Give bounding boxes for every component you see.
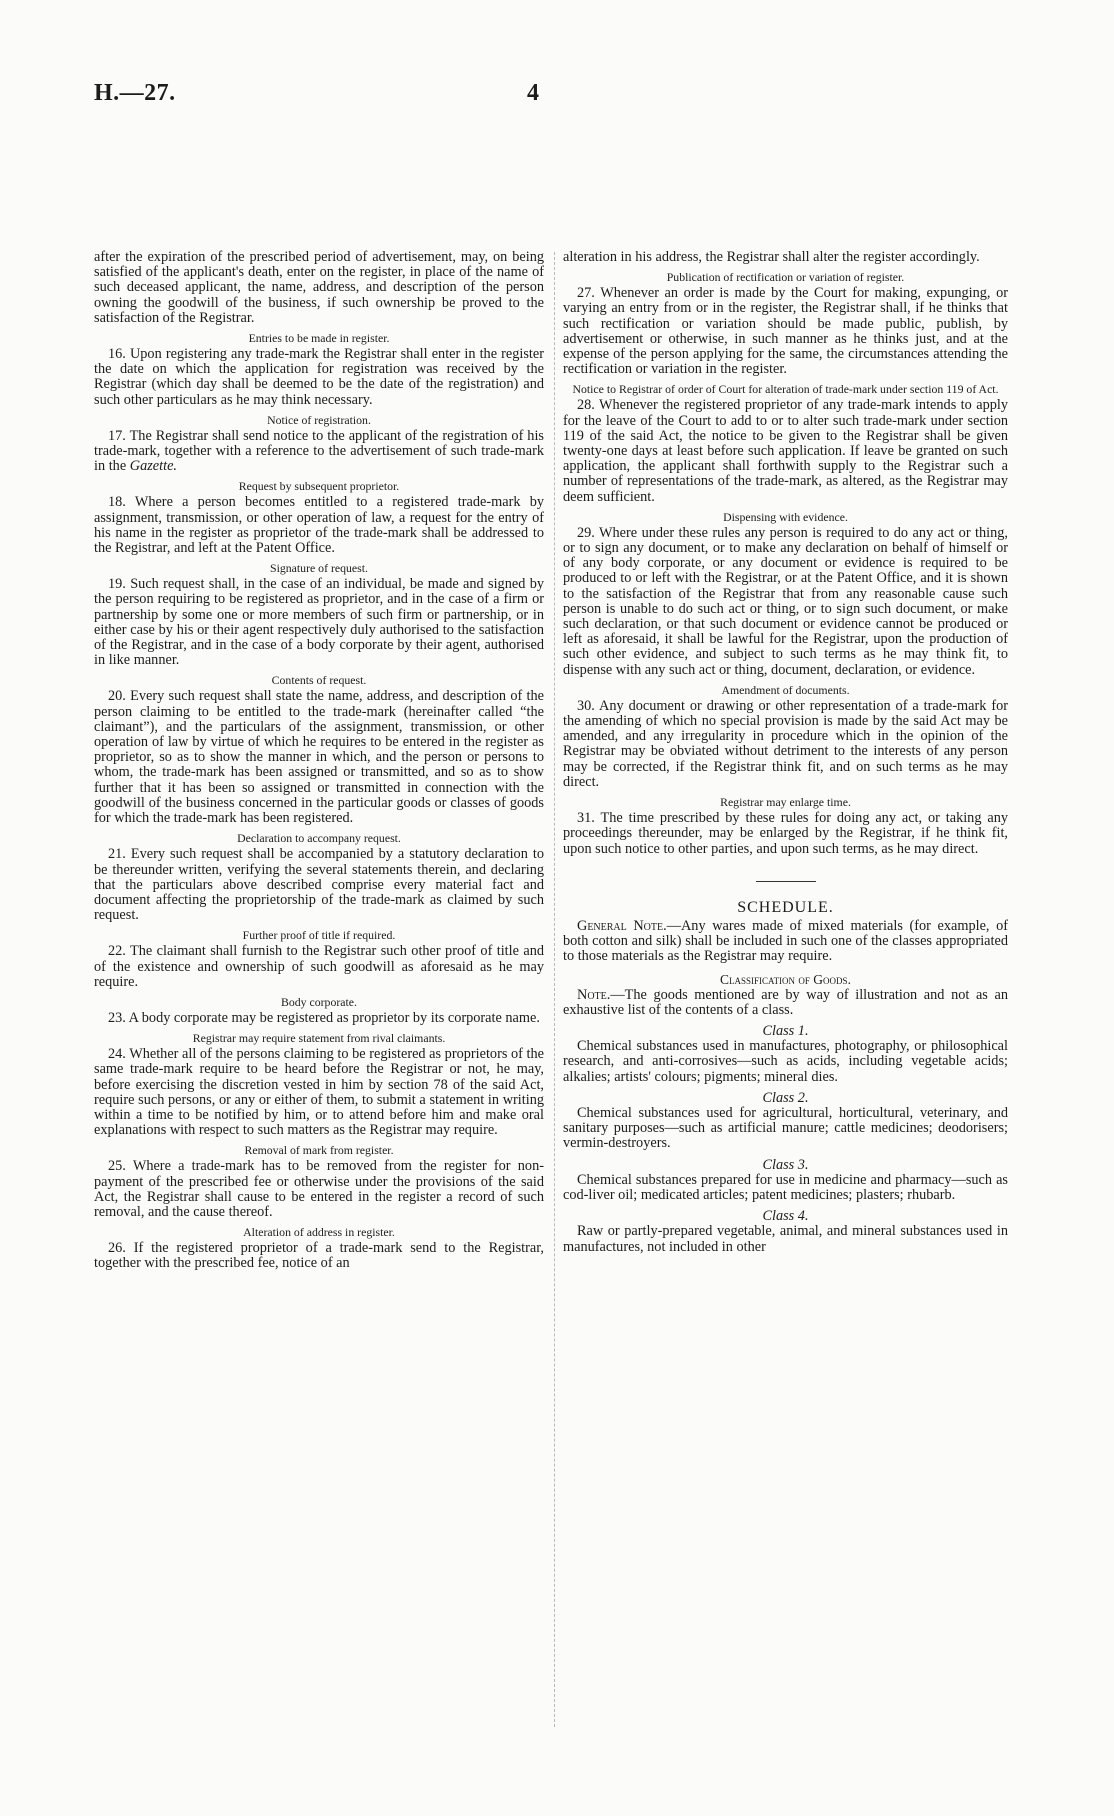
section-heading-23: Body corporate. <box>280 994 357 1009</box>
gazette-reference: Gazette. <box>129 458 177 475</box>
class-2-description: Chemical substances used for agricultural, horticultural, veterinary, and sanitary purposes—such as artificial manure; cattle medicines; deodorisers; vermin-destroyers. <box>563 1104 1008 1152</box>
note-text: —The goods mentioned are by way of illustration and not as an exhaustive list of the contents of a class. <box>563 986 1008 1018</box>
section-heading-28: Notice to Registrar of order of Court for alteration of trade-mark under section 119 of Act. <box>572 382 999 397</box>
section-heading-20: Contents of request. <box>271 673 367 688</box>
paragraph-19: 19. Such request shall, in the case of an individual, be made and signed by the person requiring to be registered as proprietor, and in the case of a firm or partnership by some one or more members of such firm or partnership, or in either case by his or their agent respectively duly authorised to the satisfaction of the Registrar, and in the case of a body corporate by their agent, authorised in like manner. <box>94 576 544 669</box>
classification-heading: Classification of Goods. <box>720 971 851 987</box>
general-note-text: —Any wares made of mixed materials (for example, of both cotton and silk) shall be included in such one of the classes appropriated to those materials as the Registrar may require. <box>563 917 1008 965</box>
section-heading-16: Entries to be made in register. <box>248 331 390 346</box>
class-3-title: Class 3. <box>762 1156 809 1173</box>
page-number: 4 <box>527 80 539 106</box>
paragraph-17-text: 17. The Registrar shall send notice to the applicant of the registration of his trade-mark, together with a reference to the advertisement of such trade-mark in the <box>94 427 544 475</box>
paragraph-31: 31. The time prescribed by these rules for doing any act, or taking any proceedings thereunder, may be enlarged by the Registrar, if he think fit, upon such notice to other parties, and upon such terms, as he may direct. <box>563 810 1008 857</box>
paragraph-16: 16. Upon registering any trade-mark the Registrar shall enter in the register the date on which the application for registration was received by the Registrar (which day shall be deemed to be the date of the registration) and such other particulars as he may think necessary. <box>94 346 544 408</box>
paragraph-17 <box>94 429 544 475</box>
section-heading-17: Notice of registration. <box>267 412 371 427</box>
section-rule <box>756 881 816 882</box>
page-header <box>0 80 1114 120</box>
class-1-title: Class 1. <box>762 1022 809 1039</box>
paragraph-21: 21. Every such request shall be accompanied by a statutory declaration to be thereunder written, verifying the several statements therein, and declaring that the particulars above described comprise every material fact and document affecting the proprietorship of the trade-mark as claimed by such request. <box>94 846 544 924</box>
section-heading-25: Removal of mark from register. <box>244 1143 394 1158</box>
paragraph-28: 28. Whenever the registered proprietor of any trade-mark intends to apply for the leave of the Court to add to or to alter such trade-mark under section 119 of the said Act, the notice to be given to the Registrar shall be given twenty-one days at least before such application. If leave be granted on such application, the applicant shall forthwith supply to the Registrar such a number of representations of the trade-mark, as altered, as the Registrar may deem sufficient. <box>563 397 1008 505</box>
classification-note <box>563 988 1008 1018</box>
column-divider <box>554 252 555 1727</box>
paragraph-29: 29. Where under these rules any person is required to do any act or thing, or to sign any document, or to make any declaration on behalf of himself or of any body corporate, or any document or evidence is required to be produced to or left with the Registrar, or at the Patent Office, and it is shown to the satisfaction of the Registrar that from any reasonable cause such person is unable to do such act or thing, or to sign such document, or make such declaration, or that such document or evidence cannot be produced or left as aforesaid, it shall be lawful for the Registrar, upon the production of such other evidence, and subject to such terms as he may think fit, to dispense with any such act or thing, document, declaration, or evidence. <box>563 524 1008 678</box>
class-1-description: Chemical substances used in manufactures, photography, or philosophical research, and anti-corrosives—such as acids, including vegetable acids; alkalies; artists' colours; pigments; mineral dies. <box>563 1038 1008 1085</box>
section-heading-29: Dispensing with evidence. <box>723 509 848 524</box>
note-label: Note. <box>577 986 611 1003</box>
paragraph-30: 30. Any document or drawing or other representation of a trade-mark for the amending of which no special provision is made by the said Act may be amended, and any irregularity in procedure which in the opinion of the Registrar may be obviated without detriment to the interests of any person may be corrected, if the Registrar think fit, and on such terms as he may direct. <box>563 697 1008 790</box>
schedule-title: SCHEDULE. <box>737 898 834 916</box>
paragraph-25: 25. Where a trade-mark has to be removed from the register for non-payment of the prescribed fee or otherwise under the provisions of the said Act, the Registrar shall cause to be entered in the register a record of such removal, and the cause thereof. <box>94 1158 544 1220</box>
paragraph-26-continuation: alteration in his address, the Registrar shall alter the register accordingly. <box>563 249 980 265</box>
section-heading-30: Amendment of documents. <box>721 682 850 697</box>
paragraph-27: 27. Whenever an order is made by the Court for making, expunging, or varying an entry from or in the register, the Registrar shall, if he thinks that such rectification or variation should be made public, publish, by advertisement or otherwise, in such manner as he thinks just, and at the expense of the person applying for the same, the circumstances attending the rectification or variation in the register. <box>563 285 1008 378</box>
section-heading-19: Signature of request. <box>270 561 368 576</box>
class-4-description: Raw or partly-prepared vegetable, animal, and mineral substances used in manufactures, not included in other <box>563 1223 1008 1255</box>
general-note-label: General Note. <box>577 917 667 934</box>
paragraph-18: 18. Where a person becomes entitled to a registered trade-mark by assignment, transmission, or other operation of law, a request for the entry of his name in the register as proprietor of the trade-mark shall be addressed to the Registrar, and left at the Patent Office. <box>94 494 544 557</box>
document-reference: H.—27. <box>94 80 176 106</box>
paragraph-24: 24. Whether all of the persons claiming to be registered as proprietors of the same trade-mark require to be heard before the Registrar or not, he may, before exercising the discretion vested in him by section 78 of the said Act, require such persons, or any or either of them, to submit a statement in writing within a time to be notified by him, or to attend before him and make oral explanations with respect to such matters as the Registrar may require. <box>94 1046 544 1139</box>
class-2-title: Class 2. <box>762 1089 809 1106</box>
class-3-description: Chemical substances prepared for use in medicine and pharmacy—such as cod-liver oil; medicated articles; patent medicines; plasters; rhubarb. <box>563 1171 1008 1203</box>
section-heading-24: Registrar may require statement from rival claimants. <box>192 1031 446 1046</box>
section-heading-27: Publication of rectification or variation of register. <box>666 270 905 285</box>
section-heading-26: Alteration of address in register. <box>243 1225 395 1240</box>
class-4-title: Class 4. <box>762 1208 809 1225</box>
right-column <box>563 250 1008 1255</box>
paragraph-26: 26. If the registered proprietor of a trade-mark send to the Registrar, together with the prescribed fee, notice of an <box>94 1240 544 1272</box>
general-note <box>563 919 1008 965</box>
paragraph-15-continuation: after the expiration of the prescribed period of advertisement, may, on being satisfied of the applicant's death, enter on the register, in place of the name of such deceased applicant, the name, address, and description of the person owning the goodwill of the business, if such ownership be proved to the satisfaction of the Registrar. <box>94 249 544 326</box>
section-heading-31: Registrar may enlarge time. <box>720 795 851 810</box>
paragraph-22: 22. The claimant shall furnish to the Registrar such other proof of title and of the existence and ownership of such goodwill as aforesaid as he may require. <box>94 943 544 990</box>
paragraph-23: 23. A body corporate may be registered as proprietor by its corporate name. <box>108 1009 540 1026</box>
section-heading-21: Declaration to accompany request. <box>237 831 401 846</box>
left-column <box>94 250 544 1272</box>
section-heading-18: Request by subsequent proprietor. <box>238 479 400 494</box>
paragraph-20: 20. Every such request shall state the name, address, and description of the person claiming to be entitled to the trade-mark (hereinafter called “the claimant”), and the particulars of the assignment, transmission, or other operation of law by virtue of which he requires to be entered in the register as proprietor, so as to show the manner in which, and the person or persons to whom, the trade-mark has been assigned or transmitted, and so as to show further that it has been so assigned or transmitted in connection with the goodwill of the business concerned in the particular goods or classes of goods for which the trade-mark has been registered. <box>94 688 544 827</box>
section-heading-22: Further proof of title if required. <box>242 928 396 943</box>
